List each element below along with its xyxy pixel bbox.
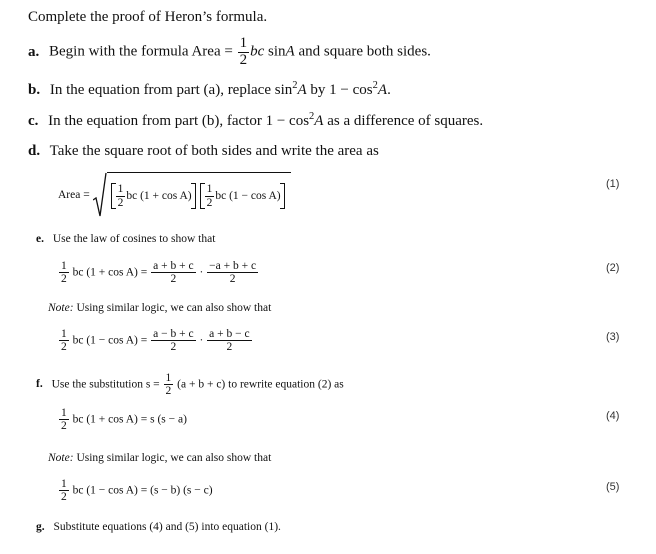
part-e-label: e. xyxy=(36,233,44,245)
part-d xyxy=(28,143,379,160)
equation-3: $\frac{1}{2}$ bc (1 − cos A) = $\frac{a - b + c}{2}$ · $\frac{a + b - c}{2}$ xyxy=(61,328,250,354)
sqrt-symbol xyxy=(93,172,291,218)
part-a xyxy=(28,36,431,69)
note-1 xyxy=(48,302,271,314)
eq4-body: bc (1 + cos A) = s (s − a) xyxy=(72,413,187,426)
part-b-text1: In the equation from part (a), replace sin xyxy=(49,82,293,98)
note-2 xyxy=(48,452,271,464)
eq1-term1: bc (1 + cos A) xyxy=(126,190,192,202)
part-d-label: d. xyxy=(28,143,41,159)
equation-number-4: (4) xyxy=(606,410,620,422)
part-f-text1: Use the substitution s = xyxy=(51,378,160,391)
equation-number-3: (3) xyxy=(606,331,620,343)
eq5-body: bc (1 − cos A) = (s − b) (s − c) xyxy=(72,484,213,497)
part-c-text1: In the equation from part (b), factor 1 − cos xyxy=(48,113,310,129)
note-2-label: Note: xyxy=(48,452,74,464)
part-g-text: Substitute equations (4) and (5) into equation (1). xyxy=(53,521,281,533)
note-1-text: Using similar logic, we can also show that xyxy=(76,302,272,314)
part-e xyxy=(36,233,215,245)
equation-2: $\frac{1}{2}$ bc (1 + cos A) = $\frac{a + b + c}{2}$ · $\frac{-a + b + c}{2}$ xyxy=(61,260,257,286)
part-a-text-end: and square both sides. xyxy=(298,43,431,60)
part-a-bc: bc xyxy=(250,43,265,60)
eq3-lhs: bc (1 − cos A) = xyxy=(72,334,148,347)
equation-number-5: (5) xyxy=(606,481,620,493)
equation-1 xyxy=(58,172,291,218)
part-d-text: Take the square root of both sides and write the area as xyxy=(49,143,379,159)
bracket-1: $\frac{1}{2}$ bc (1 + cos A) xyxy=(111,183,196,208)
equation-5: $\frac{1}{2}$ bc (1 − cos A) = (s − b) (s − c) xyxy=(61,478,213,504)
intro-text: Complete the proof of Heron’s formula. xyxy=(28,9,268,25)
part-a-A: A xyxy=(285,43,295,60)
note-1-label: Note: xyxy=(48,302,74,314)
part-b: b. In the equation from part (a), replace $\sin^2A$ by $1 - \cos^2A$. xyxy=(28,80,391,98)
part-e-text: Use the law of cosines to show that xyxy=(52,233,216,245)
part-f-text2: (a + b + c) to rewrite equation (2) as xyxy=(177,378,344,391)
part-c-label: c. xyxy=(28,113,39,129)
part-f-label: f. xyxy=(36,378,43,391)
equation-number-1: (1) xyxy=(606,178,620,190)
half-fraction: $\frac{1}{2}$ xyxy=(239,35,248,68)
part-b-label: b. xyxy=(28,82,41,98)
equation-number-2: (2) xyxy=(606,262,620,274)
part-g-label: g. xyxy=(36,521,45,533)
equation-4: $\frac{1}{2}$ bc (1 + cos A) = s (s − a) xyxy=(61,407,187,433)
eq1-term2: bc (1 − cos A) xyxy=(215,190,281,202)
eq2-lhs: bc (1 + cos A) = xyxy=(72,266,148,279)
part-a-text: Begin with the formula Area = xyxy=(49,43,233,60)
part-a-label: a. xyxy=(28,43,40,60)
part-a-sin: sin xyxy=(268,43,286,60)
eq1-lhs: Area = xyxy=(58,189,90,201)
part-g xyxy=(36,521,281,533)
part-c-text3: as a difference of squares. xyxy=(327,113,484,129)
bracket-2: $\frac{1}{2}$ bc (1 − cos A) xyxy=(200,183,285,208)
part-b-text3: by 1 − cos xyxy=(310,82,373,98)
part-f: f. Use the substitution s = $\frac{1}{2}$ (a + b + c) to rewrite equation (2) as xyxy=(36,372,344,398)
note-2-text: Using similar logic, we can also show that xyxy=(76,452,272,464)
part-c: c. In the equation from part (b), factor $1 - \cos^2A$ as a difference of squares. xyxy=(28,111,484,129)
